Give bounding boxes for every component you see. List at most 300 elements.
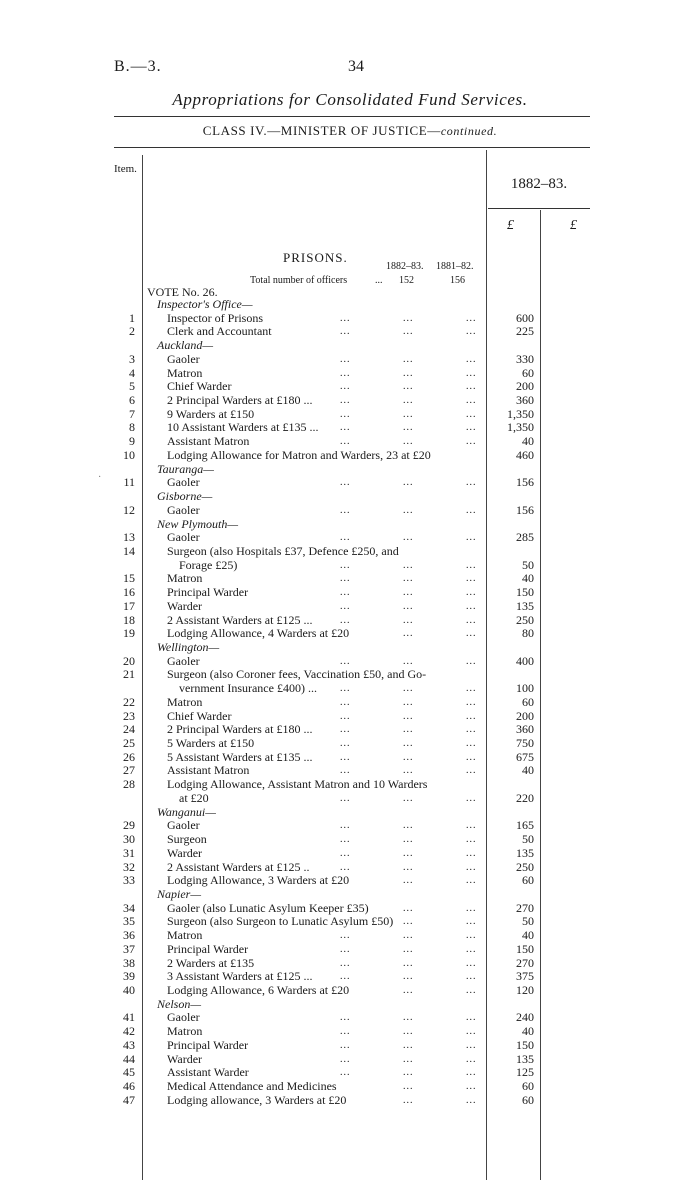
- leader-dots: ...: [466, 1039, 477, 1051]
- table-row: [0, 655, 700, 668]
- item-description: Clerk and Accountant: [167, 324, 272, 339]
- leader-dots: ...: [466, 655, 477, 667]
- item-description: vernment Insurance £400) ...: [179, 681, 317, 696]
- leader-dots: ...: [403, 477, 414, 489]
- leader-dots: ...: [340, 326, 351, 338]
- table-row: [0, 421, 700, 434]
- leader-dots: ...: [340, 614, 351, 626]
- leader-dots: ...: [466, 559, 477, 571]
- item-amount: 150: [516, 941, 534, 956]
- location-heading-row: [0, 518, 700, 531]
- location-heading: Wellington—: [157, 640, 220, 654]
- location-heading-row: [0, 463, 700, 476]
- leader-dots: ...: [403, 985, 414, 996]
- table-row: [0, 957, 700, 970]
- location-heading: Gisborne—: [157, 489, 213, 504]
- item-description: Lodging Allowance for Matron and Warders, 23 at £20: [167, 447, 431, 462]
- leader-dots: ...: [340, 559, 351, 571]
- location-heading-row: [0, 806, 700, 819]
- leader-dots: ...: [466, 738, 477, 750]
- item-amount: 165: [516, 818, 534, 833]
- table-row: [0, 380, 700, 393]
- table-row: [0, 710, 700, 723]
- item-column-header: Item.: [114, 163, 137, 175]
- item-amount: 285: [516, 530, 534, 545]
- item-description: Gaoler: [167, 530, 200, 545]
- item-description: Gaoler: [167, 653, 200, 668]
- item-number: 21: [123, 667, 135, 682]
- officers-label: Total number of officers: [250, 275, 348, 286]
- item-amount: 250: [516, 859, 534, 874]
- item-description: 2 Principal Warders at £180 ...: [167, 393, 313, 408]
- leader-dots: ...: [466, 820, 477, 832]
- table-row: [0, 723, 700, 736]
- leader-dots: ...: [340, 504, 351, 516]
- table-row: [0, 586, 700, 599]
- item-amount: 40: [522, 928, 534, 943]
- item-number: 10: [123, 447, 135, 462]
- item-number: 20: [123, 653, 135, 668]
- location-heading: Nelson—: [157, 996, 202, 1011]
- item-number: 17: [123, 598, 135, 613]
- leader-dots: ...: [340, 943, 351, 955]
- leader-dots: ...: [466, 408, 477, 420]
- leader-dots: ...: [466, 943, 477, 955]
- item-number: 27: [123, 763, 135, 778]
- leader-dots: ...: [403, 847, 414, 859]
- item-number: 16: [123, 585, 135, 600]
- item-amount: 460: [516, 447, 534, 462]
- item-number: 39: [123, 969, 135, 984]
- table-row: [0, 367, 700, 380]
- item-number: 13: [123, 530, 135, 545]
- item-number: 23: [123, 708, 135, 723]
- item-amount: 156: [516, 502, 534, 517]
- leader-dots: ...: [403, 1053, 414, 1065]
- page-number: 34: [348, 58, 364, 75]
- table-row: [0, 833, 700, 846]
- item-number: 37: [123, 941, 135, 956]
- leader-dots: ...: [466, 353, 477, 365]
- table-row: [0, 476, 700, 489]
- currency-header-left: £: [507, 218, 514, 233]
- table-row: [0, 929, 700, 942]
- leader-dots: ...: [340, 436, 351, 448]
- item-description: Gaoler (also Lunatic Asylum Keeper £35): [167, 900, 369, 915]
- leader-dots: ...: [340, 1039, 351, 1051]
- item-number: 15: [123, 571, 135, 586]
- leader-dots: ...: [466, 1026, 477, 1038]
- item-description: 2 Assistant Warders at £125 ..: [167, 859, 310, 874]
- leader-dots: ...: [466, 381, 477, 393]
- leader-dots: ...: [340, 710, 351, 722]
- item-description: at £20: [179, 790, 209, 805]
- leader-dots: ...: [340, 820, 351, 832]
- item-number: 31: [123, 845, 135, 860]
- item-number: 38: [123, 955, 135, 970]
- leader-dots: ...: [403, 792, 414, 804]
- leader-dots: ...: [340, 724, 351, 736]
- table-row: [0, 970, 700, 983]
- item-description: Lodging allowance, 3 Warders at £20: [167, 1092, 347, 1107]
- currency-header-right: £: [570, 218, 577, 233]
- item-description: Gaoler: [167, 502, 200, 517]
- item-description: Warder: [167, 845, 203, 860]
- item-number: 11: [123, 475, 135, 490]
- item-amount: 60: [522, 365, 534, 380]
- leader-dots: ...: [466, 792, 477, 804]
- leader-dots: ...: [340, 532, 351, 544]
- item-description: Matron: [167, 928, 203, 943]
- vote-heading: VOTE No. 26.: [147, 285, 218, 299]
- leader-dots: ...: [466, 504, 477, 516]
- year-header-rule: [488, 208, 590, 209]
- item-description: Gaoler: [167, 475, 200, 490]
- leader-dots: ...: [466, 696, 477, 708]
- leader-dots: ...: [466, 532, 477, 544]
- leader-dots: ...: [403, 422, 414, 434]
- item-number: 14: [123, 543, 135, 558]
- item-number: 9: [129, 434, 135, 449]
- table-row: [0, 861, 700, 874]
- leader-dots: ...: [340, 587, 351, 599]
- leader-dots: ...: [403, 943, 414, 955]
- title-rule: [114, 116, 590, 117]
- table-row: [0, 614, 700, 627]
- item-number: 3: [129, 351, 135, 366]
- leader-dots: ...: [403, 820, 414, 832]
- leader-dots: ...: [340, 1012, 351, 1024]
- leader-dots: ...: [403, 559, 414, 571]
- item-number: 40: [123, 983, 135, 997]
- table-row: [0, 1011, 700, 1024]
- item-number: 25: [123, 736, 135, 751]
- leader-dots: ...: [466, 477, 477, 489]
- table-row: [0, 984, 700, 997]
- leader-dots: ...: [403, 710, 414, 722]
- leader-dots: ...: [340, 1067, 351, 1079]
- item-description: Lodging Allowance, 3 Warders at £20: [167, 873, 350, 888]
- item-amount: 240: [516, 1010, 534, 1025]
- leader-dots: ...: [466, 902, 477, 914]
- leader-dots: ...: [466, 765, 477, 777]
- leader-dots: ...: [340, 696, 351, 708]
- table-top-rule: [114, 147, 590, 148]
- item-number: 1: [129, 310, 135, 325]
- leader-dots: ...: [340, 765, 351, 777]
- item-description: Gaoler: [167, 351, 200, 366]
- item-amount: 330: [516, 351, 534, 366]
- leader-dots: ...: [403, 875, 414, 887]
- item-amount: 40: [522, 434, 534, 449]
- leader-dots: ...: [466, 600, 477, 612]
- class-heading: [0, 123, 700, 139]
- leader-dots: ...: [403, 930, 414, 942]
- officers-count-previous: 156: [450, 275, 465, 286]
- leader-dots: ...: [340, 422, 351, 434]
- item-description: 2 Assistant Warders at £125 ...: [167, 612, 313, 627]
- item-description: 5 Warders at £150: [167, 736, 255, 751]
- year-column-header: 1882–83.: [510, 176, 568, 192]
- item-description: Chief Warder: [167, 708, 232, 723]
- item-description: Assistant Matron: [167, 434, 250, 449]
- item-number: 7: [129, 406, 135, 421]
- leader-dots: ...: [403, 532, 414, 544]
- stray-mark: ·: [98, 472, 102, 483]
- item-number: 32: [123, 859, 135, 874]
- item-description: 2 Warders at £135: [167, 955, 255, 970]
- item-amount: 125: [516, 1065, 534, 1080]
- leader-dots: ...: [466, 916, 477, 928]
- item-description: Medical Attendance and Medicines: [167, 1079, 337, 1094]
- leader-dots: ...: [403, 696, 414, 708]
- table-row: [0, 819, 700, 832]
- leader-dots: ...: [466, 1081, 477, 1093]
- item-amount: 40: [522, 1024, 534, 1039]
- item-description: Lodging Allowance, Assistant Matron and 10 Warders: [167, 777, 428, 792]
- item-number: 35: [123, 914, 135, 929]
- leader-dots: ...: [466, 985, 477, 996]
- item-amount: 120: [516, 983, 534, 997]
- item-description: Surgeon (also Hospitals £37, Defence £250, and: [167, 543, 399, 558]
- table-row: [0, 572, 700, 585]
- item-number: 22: [123, 694, 135, 709]
- leader-dots: ...: [340, 683, 351, 695]
- table-row: [0, 449, 700, 462]
- leader-dots: ...: [466, 422, 477, 434]
- leader-dots: ...: [403, 738, 414, 750]
- leader-dots: ...: [340, 847, 351, 859]
- table-row: [0, 902, 700, 915]
- leader-dots: ...: [403, 902, 414, 914]
- item-amount: 360: [516, 722, 534, 737]
- leader-dots: ...: [340, 367, 351, 379]
- location-heading: Napier—: [157, 886, 202, 901]
- leader-dots: ...: [466, 834, 477, 846]
- item-description: Principal Warder: [167, 1037, 249, 1052]
- table-row: [0, 847, 700, 860]
- leader-dots: ...: [403, 1067, 414, 1079]
- table-row: [0, 353, 700, 366]
- item-amount: 100: [516, 681, 534, 696]
- item-number: 42: [123, 1024, 135, 1039]
- item-description: Surgeon: [167, 832, 207, 847]
- item-number: 6: [129, 393, 135, 408]
- item-number: 12: [123, 502, 135, 517]
- leader-dots: ...: [403, 834, 414, 846]
- leader-dots: ...: [403, 353, 414, 365]
- item-description: Gaoler: [167, 818, 200, 833]
- item-description: Matron: [167, 365, 203, 380]
- item-number: 45: [123, 1065, 135, 1080]
- year-label-current: 1882–83.: [386, 261, 424, 272]
- location-heading-row: [0, 888, 700, 901]
- leader-dots: ...: [466, 710, 477, 722]
- leader-dots: ...: [340, 792, 351, 804]
- item-amount: 250: [516, 612, 534, 627]
- location-heading: Auckland—: [157, 338, 213, 353]
- item-amount: 1,350: [507, 406, 534, 421]
- leader-dots: ...: [340, 381, 351, 393]
- item-amount: 150: [516, 1037, 534, 1052]
- location-heading: New Plymouth—: [157, 516, 238, 531]
- section-title: PRISONS.: [283, 250, 348, 265]
- leader-dots: ...: [466, 930, 477, 942]
- leader-dots: ...: [403, 573, 414, 585]
- item-description: Matron: [167, 571, 203, 586]
- item-number: 18: [123, 612, 135, 627]
- leader-dots: ...: [340, 600, 351, 612]
- item-description: 5 Assistant Warders at £135 ...: [167, 749, 313, 764]
- item-description: Inspector of Prisons: [167, 310, 263, 325]
- leader-dots: ...: [340, 408, 351, 420]
- item-description: 3 Assistant Warders at £125 ...: [167, 969, 313, 984]
- item-description: Matron: [167, 1024, 203, 1039]
- item-number: 8: [129, 420, 135, 435]
- item-amount: 675: [516, 749, 534, 764]
- item-description: Assistant Matron: [167, 763, 250, 778]
- table-row: [0, 943, 700, 956]
- leader-dots: ...: [403, 957, 414, 969]
- table-row: [0, 600, 700, 613]
- item-amount: 220: [516, 790, 534, 805]
- table-row: [0, 1080, 700, 1093]
- location-heading: Wanganui—: [157, 804, 216, 819]
- item-description: Lodging Allowance, 6 Warders at £20: [167, 983, 350, 997]
- item-description: Gaoler: [167, 1010, 200, 1025]
- leader-dots: ...: [466, 971, 477, 983]
- table-row: [0, 531, 700, 544]
- item-amount: 60: [522, 1079, 534, 1094]
- table-row: [0, 1053, 700, 1066]
- leader-dots: ...: [403, 861, 414, 873]
- leader-dots: ...: [340, 1053, 351, 1065]
- leader-dots: ...: [466, 847, 477, 859]
- item-number: 5: [129, 379, 135, 394]
- item-number: 19: [123, 626, 135, 641]
- leader-dots: ...: [340, 353, 351, 365]
- item-description: Forage £25): [179, 557, 238, 572]
- item-description: 2 Principal Warders at £180 ...: [167, 722, 313, 737]
- table-row: [0, 504, 700, 517]
- item-amount: 1,350: [507, 420, 534, 435]
- leader-dots: ...: [403, 916, 414, 928]
- item-description: Lodging Allowance, 4 Warders at £20: [167, 626, 350, 641]
- item-amount: 80: [522, 626, 534, 641]
- item-description: Matron: [167, 694, 203, 709]
- item-number: 43: [123, 1037, 135, 1052]
- location-heading: Inspector's Office—: [157, 297, 253, 311]
- document-reference: B.—3.: [114, 58, 162, 75]
- leader-dots: ...: [340, 573, 351, 585]
- leader-dots: ...: [466, 326, 477, 338]
- table-row: [0, 668, 700, 681]
- leader-dots: ...: [403, 971, 414, 983]
- leader-dots: ...: [403, 1039, 414, 1051]
- item-amount: 150: [516, 585, 534, 600]
- leader-dots: ...: [403, 436, 414, 448]
- item-amount: 270: [516, 900, 534, 915]
- leader-dots: ...: [403, 628, 414, 640]
- table-row: [0, 915, 700, 928]
- leader-dots: ...: [340, 312, 351, 324]
- table-row: [0, 778, 700, 791]
- item-description: Surgeon (also Surgeon to Lunatic Asylum £50): [167, 914, 394, 929]
- table-row: [0, 1025, 700, 1038]
- item-amount: 375: [516, 969, 534, 984]
- item-number: 28: [123, 777, 135, 792]
- leader-dots: ...: [403, 587, 414, 599]
- officers-count-current: 152: [399, 275, 414, 286]
- leader-dots: ...: [466, 312, 477, 324]
- item-number: 47: [123, 1092, 135, 1107]
- item-description: Warder: [167, 598, 203, 613]
- table-row: [0, 312, 700, 325]
- leader-dots: ...: [340, 395, 351, 407]
- item-number: 41: [123, 1010, 135, 1025]
- item-amount: 200: [516, 379, 534, 394]
- table-row: [0, 408, 700, 421]
- item-amount: 270: [516, 955, 534, 970]
- item-number: 30: [123, 832, 135, 847]
- location-heading-row: [0, 998, 700, 1011]
- table-row: [0, 696, 700, 709]
- leader-dots: ...: [403, 381, 414, 393]
- table-row: [0, 737, 700, 750]
- leader-dots: ...: [340, 834, 351, 846]
- table-row: [0, 394, 700, 407]
- item-amount: 50: [522, 557, 534, 572]
- leader-dots: ...: [340, 477, 351, 489]
- item-amount: 135: [516, 1051, 534, 1066]
- item-amount: 60: [522, 1092, 534, 1107]
- leader-dots: ...: [403, 600, 414, 612]
- leader-dots: ...: [403, 504, 414, 516]
- table-row: [0, 751, 700, 764]
- item-number: 29: [123, 818, 135, 833]
- item-amount: 50: [522, 832, 534, 847]
- table-row: [0, 545, 700, 558]
- item-number: 36: [123, 928, 135, 943]
- location-heading-row: [0, 641, 700, 654]
- table-row: [0, 682, 700, 695]
- leader-dots: ...: [340, 930, 351, 942]
- leader-dots: ...: [340, 957, 351, 969]
- leader-dots: ...: [466, 367, 477, 379]
- table-row: [0, 764, 700, 777]
- class-heading-continued: continued.: [440, 124, 498, 138]
- location-heading-row: [0, 339, 700, 352]
- location-heading-row: [0, 490, 700, 503]
- leader-dots: ...: [403, 1012, 414, 1024]
- leader-dots: ...: [466, 587, 477, 599]
- item-number: 24: [123, 722, 135, 737]
- table-row: [0, 559, 700, 572]
- item-number: 44: [123, 1051, 135, 1066]
- leader-dots: ...: [340, 1026, 351, 1038]
- location-heading-row: [0, 298, 700, 311]
- table-row: [0, 435, 700, 448]
- item-description: 9 Warders at £150: [167, 406, 255, 421]
- leader-dots: ...: [403, 1081, 414, 1093]
- item-amount: 156: [516, 475, 534, 490]
- leader-dots: ...: [466, 436, 477, 448]
- leader-dots: ...: [340, 861, 351, 873]
- leader-dots: ...: [340, 751, 351, 763]
- leader-dots: ...: [403, 765, 414, 777]
- location-heading: Tauranga—: [157, 461, 214, 476]
- leader-dots: ...: [466, 861, 477, 873]
